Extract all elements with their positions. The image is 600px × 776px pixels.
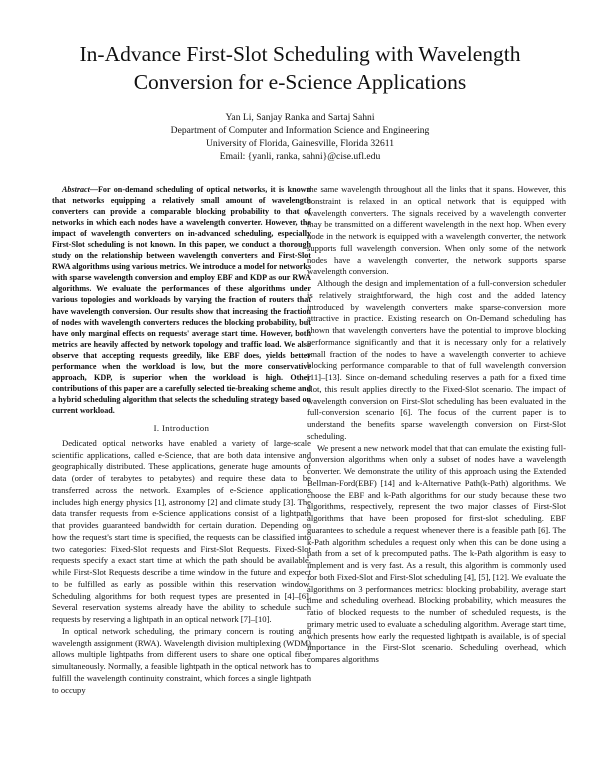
abstract-label: Abstract (62, 185, 90, 194)
affiliation-block (20, 124, 580, 163)
abstract (52, 184, 311, 416)
affiliation-department: Department of Computer and Information Science and Engineering (170, 125, 430, 136)
paragraph: Although the design and implementation of a full-conversion scheduler is relatively straightforward, the high cost and the added latency introduced by wavelength converters make sparse-conversion more attractive in practice. Existing research on On-Demand scheduling has shown that wavelength converters have the potential to improve blocking performance significantly and that it is necessary only for a relatively small fraction of the nodes to have a wavelength converter to achieve blocking performance comparable to that of full wavelength conversion [11]–[13]. Since on-demand scheduling reserves a path for a fixed time slot, this result applies directly to the Fixed-Slot scenario. The impact of wavelength conversion on First-Slot scheduling has been evaluated in the full-conversion scenario [6]. The focus of the current paper is to understand the benefits sparse wavelength conversion on First-Slot scheduling. (307, 278, 566, 441)
right-column (307, 184, 566, 666)
left-column (52, 184, 311, 696)
title-line-1: In-Advance First-Slot Scheduling with Wavelength (79, 42, 521, 66)
paragraph: We present a new network model that that can emulate the existing full-conversion algorithms when only a subset of nodes have a wavelength converter. We demonstrate the utility of this approach using the Extended Bellman-Ford(EBF) [14] and k-Alternative Path(k-Path) algorithms. We choose the EBF and k-Path algorithms for our study because these two algorithms, respectively, represent the two major classes of First-Slot algorithms that have been proposed for first-slot scheduling. EBF guarantees to schedule a request whenever there is a feasible path [6]. The k-Path algorithm schedules a request only when this can be done using a path from a set of k precomputed paths. The k-Path algorithm is easy to implement and is very fast. As a result, this algorithm is commonly used for both Fixed-Slot and First-Slot scheduling [4], [5], [12]. We evaluate the algorithms on 3 performances metrics: blocking probability, average start time and scheduling overhead. Blocking probability, which measures the ratio of blocked requests to the number of scheduled requests, is the primary metric used to evaluate a scheduling algorithm. Average start time, which presents how early the requested lightpath is available, is of special importance in the First-Slot scenario. Scheduling overhead, which compares algorithms (307, 442, 566, 664)
affiliation-email: Email: {yanli, ranka, sahni}@cise.ufl.edu (219, 151, 381, 162)
paper-title (20, 40, 580, 96)
paragraph: In optical network scheduling, the primary concern is routing and wavelength assignment (RWA). Wavelength division multiplexing (WDM) allows multiple lightpaths from different users to share one optical fiber simultaneously. Normally, a feasible lightpath in the optical network has to fulfill the wavelength continuity constraint, which forces a single lightpath to occupy (52, 625, 311, 695)
title-line-2: Conversion for e-Science Applications (133, 70, 467, 94)
affiliation-university: University of Florida, Gainesville, Florida 32611 (205, 138, 395, 149)
paragraph: Dedicated optical networks have enabled a variety of large-scale scientific applications, called e-Science, that are both data intensive and geographically distributed. These applications, generate huge amounts of data (order of terabytes to petabytes) and require these data to be transferred across the network. Examples of e-Science applications includes high energy physics [1], astronomy [2] and climate study [3]. The data transfer requests from e-Science applications consist of a lightpath that provides guaranteed bandwidth for certain duration. Depending on how the request's start time is specified, the requests can be classified into two categories: Fixed-Slot requests and First-Slot Requests. Fixed-Slot requests specify a exact start time at which the path should be available, while First-Slot Requests describe a time window in the future and expect to be fulfilled as early as possible within this reservation window. Scheduling algorithms for both request types are presented in [4]–[6]. Several reservation systems already have the ability to schedule such requests by reserving a lightpath in an optical network [7]–[10]. (52, 437, 311, 625)
author-list: Yan Li, Sanjay Ranka and Sartaj Sahni (225, 112, 375, 123)
abstract-text: —For on-demand scheduling of optical networks, it is known that networks equipping a relatively small amount of wavelength converters can provide a comparable blocking probability to that of networks in which each nodes have a wavelength converter. However, the impact of wavelength converters on in-advanced scheduling, especially First-Slot scheduling is not known. In this paper, we conduct a thorough study on the relationship between wavelength converters and First-Slot RWA algorithms using various metrics. We introduce a model for networks with sparse wavelength conversion and employ EBF and KDP as our RWA algorithms. We evaluate the performances of these algorithms under various topologies and workloads by varying the fraction of routers that have wavelength conversion. Our results show that increasing the fraction of nodes with wavelength converters reduces the blocking probability, but have only marginal effects on requests' average start time. However, both metrics are heavily affected by network topology and traffic load. We also observe that accepting requests greedily, like EBF does, yields better performance when the workload is low, but the more conservative approach, KDP, is superior when the workload is high. Other contributions of this paper are a carefully selected tie-breaking scheme and a hybrid scheduling algorithm that selects the scheduling strategy based on current workload. (52, 185, 311, 415)
section-heading-introduction: I. Introduction (153, 422, 210, 433)
paragraph: the same wavelength throughout all the links that it spans. However, this constraint is relaxed in an optical network that is equipped with wavelength converters. The signals received by a wavelength converter may be transmitted on a different wavelength in the next hop. When every node in the network is equipped with a wavelength converter, the network supports full wavelength conversion. When only some of the network nodes have a wavelength converter, the network supports sparse wavelength conversion. (307, 184, 566, 277)
